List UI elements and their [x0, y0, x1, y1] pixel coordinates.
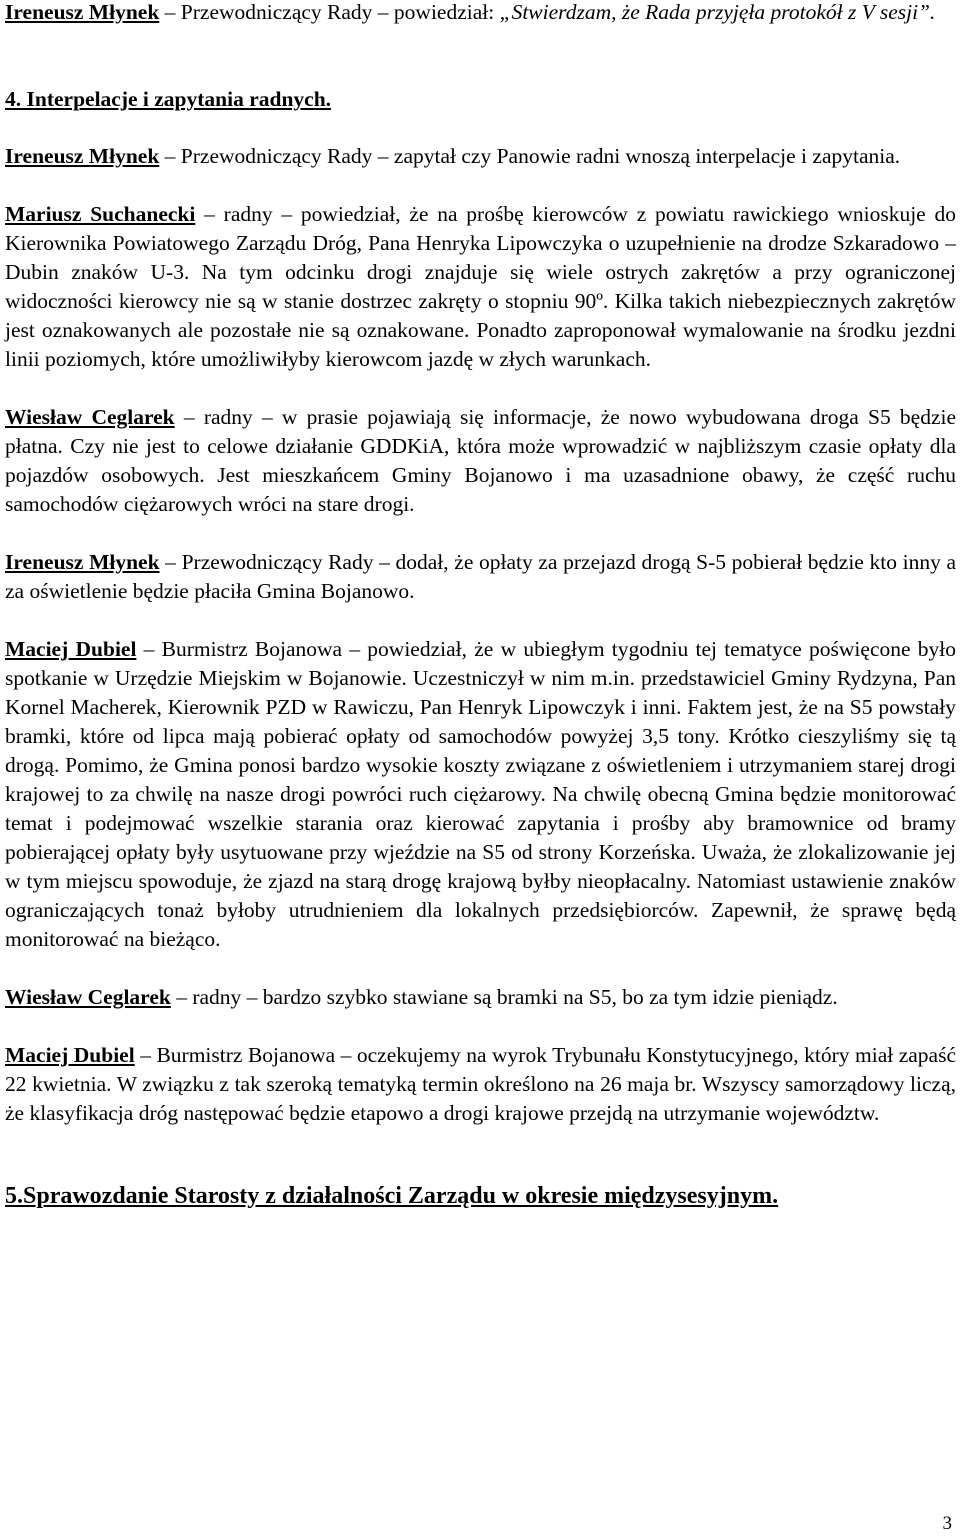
paragraph-text: – powiedział, że w ubiegłym tygodniu tej tematyce poświęcone było spotkanie w Urzędzie Miejskim w Bojanowie. Uczestniczył w nim m.in. przedstawiciel Gminy Rydzyna, Pan Kornel Macherek, Kierownik PZD w Rawiczu, Pan Henryk Lipowczyk i inni. Faktem jest, że na S5 powstały bramki, które od lipca mają pobierać opłaty od samochodów powyżej 3,5 tony. Krótko cieszyliśmy się tą drogą. Pomimo, że Gmina ponosi bardzo wysokie koszty związane z oświetleniem i utrzymaniem starej drogi krajowej to za chwilę na nasze drogi powróci ruch ciężarowy. Na chwilę obecną Gmina będzie monitorować temat i podejmować wszelkie starania oraz kierować zapytania i prośby aby bramownice od bramy pobierającej opłaty były usytuowane przy wjeździe na S5 od strony Korzeńska. Uważa, że zlokalizowanie jej w tym miejscu spowoduje, że zjazd na starą drogę krajową byłby nieopłacalny. Natomiast ustawienie znaków ograniczających tonaż byłoby utrudnieniem dla lokalnych przedsiębiorców. Zapewnił, że sprawę będą monitorować na bieżąco. — [5, 637, 956, 951]
speaker-dash: – — [195, 202, 224, 226]
speaker-name: Maciej Dubiel — [5, 1043, 135, 1067]
paragraph-dubiel-2 — [5, 1041, 956, 1128]
speaker-role: Burmistrz Bojanowa — [161, 637, 343, 661]
paragraph-ceglarek-1 — [5, 403, 956, 519]
document-page — [5, 0, 956, 1212]
paragraph-text: – powiedział, że na prośbę kierowców z powiatu rawickiego wnioskuje do Kierownika Powiatowego Zarządu Dróg, Pana Henryka Lipowczyka o uzupełnienie na drodze Szkaradowo – Dubin znaków U-3. Na tym odcinku drogi znajduje się wiele ostrych zakrętów a przy ograniczonej widoczności kierowcy nie są w stanie dostrzec zakręty o stopniu 90º. Kilka takich niebezpiecznych zakrętów jest oznakowanych ale pozostałe nie są oznakowane. Ponadto zaproponował wymalowanie na środku jezdni linii poziomych, które umożliwiłyby kierowcom jazdę w złych warunkach. — [5, 202, 957, 371]
paragraph-text: – zapytał czy Panowie radni wnoszą interpelacje i zapytania. — [372, 144, 901, 168]
section-heading-5: 5.Sprawozdanie Starosty z działalności Zarządu w okresie międzysesyjnym. — [5, 1183, 779, 1209]
speaker-dash: – — [159, 550, 182, 574]
speaker-name: Maciej Dubiel — [5, 637, 137, 661]
paragraph-text: – oczekujemy na wyrok Trybunału Konstytucyjnego, który miał zapaść 22 kwietnia. W związku z tak szeroką tematyką termin określono na 26 maja br. Wszyscy samorządowy liczą, że klasyfikacja dróg następować będzie etapowo a drogi krajowe przejdą na utrzymanie województw. — [5, 1043, 957, 1125]
speaker-role: radny — [203, 405, 253, 429]
speaker-dash: – — [170, 985, 193, 1009]
speaker-dash: – — [159, 0, 181, 24]
paragraph-ceglarek-2 — [5, 983, 956, 1012]
speaker-name: Ireneusz Młynek — [5, 550, 160, 574]
quoted-statement: „Stwierdzam, że Rada przyjęła protokół z V sesji”. — [499, 0, 936, 24]
paragraph-text: – w prasie pojawiają się informacje, że nowo wybudowana droga S5 będzie płatna. Czy nie jest to celowe działanie GDDKiA, która może wprowadzić w najbliższym czasie opłaty dla pojazdów osobowych. Jest mieszkańcem Gminy Bojanowo i ma uzasadnione obawy, że część ruchu samochodów ciężarowych wróci na stare drogi. — [5, 405, 957, 516]
paragraph-text: – powiedział: — [372, 0, 500, 24]
paragraph-dubiel-1 — [5, 635, 956, 954]
speaker-dash: – — [174, 405, 204, 429]
speaker-name: Wiesław Ceglarek — [5, 405, 175, 429]
paragraph-text: – bardzo szybko stawiane są bramki na S5, bo za tym idzie pieniądz. — [241, 985, 838, 1009]
speaker-name: Ireneusz Młynek — [5, 0, 160, 24]
speaker-name: Mariusz Suchanecki — [5, 202, 196, 226]
paragraph-suchanecki — [5, 200, 956, 374]
paragraph-chair-question — [5, 142, 956, 171]
speaker-role: Przewodniczący Rady — [180, 0, 373, 24]
speaker-role: Przewodniczący Rady — [180, 144, 373, 168]
speaker-dash: – — [159, 144, 181, 168]
paragraph-protocol-adopted — [5, 0, 956, 27]
speaker-role: radny — [223, 202, 273, 226]
speaker-dash: – — [134, 1043, 157, 1067]
paragraph-text: – dodał, że opłaty za przejazd drogą S-5 pobierał będzie kto inny a za oświetlenie będzie płaciła Gmina Bojanowo. — [5, 550, 956, 603]
paragraph-mlynek-2 — [5, 548, 956, 606]
speaker-dash: – — [136, 637, 162, 661]
speaker-role: Burmistrz Bojanowa — [156, 1043, 336, 1067]
page-number: 3 — [942, 1513, 952, 1534]
speaker-role: Przewodniczący Rady — [181, 550, 374, 574]
section-heading-4: 4. Interpelacje i zapytania radnych. — [5, 87, 332, 111]
speaker-name: Ireneusz Młynek — [5, 144, 160, 168]
speaker-role: radny — [192, 985, 242, 1009]
speaker-name: Wiesław Ceglarek — [5, 985, 171, 1009]
